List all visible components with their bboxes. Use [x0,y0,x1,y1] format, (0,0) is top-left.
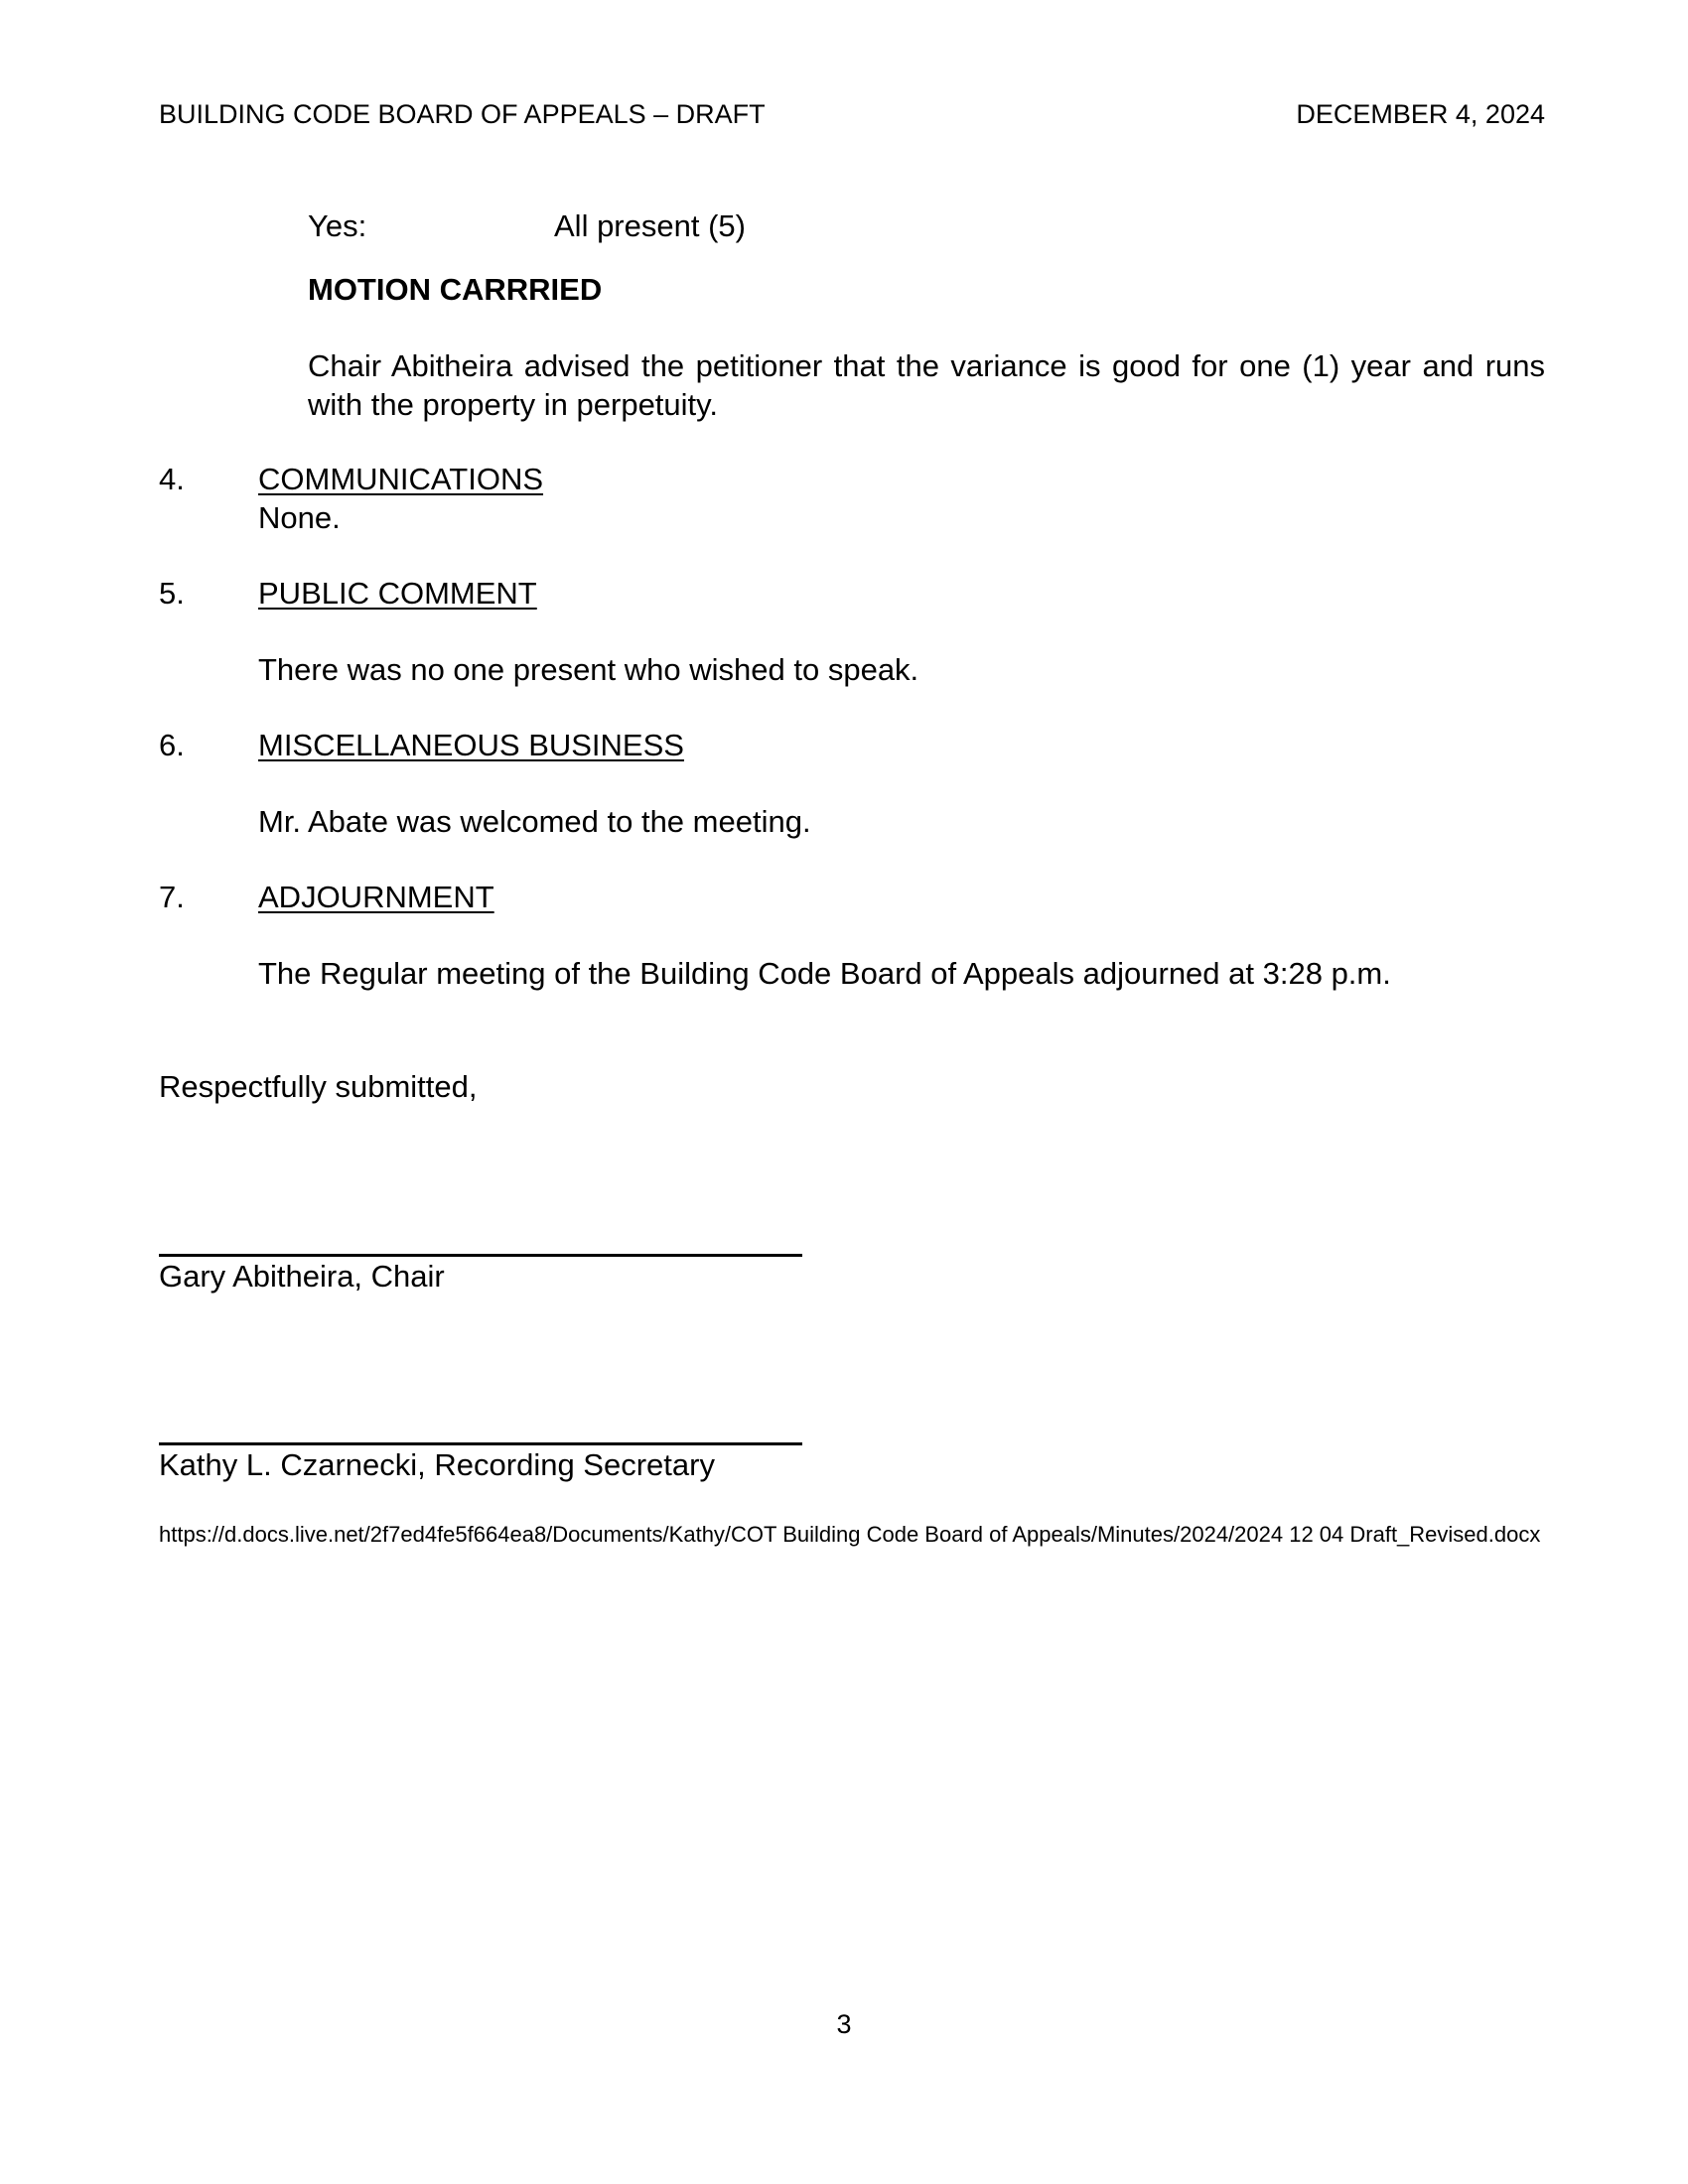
section-text: Mr. Abate was welcomed to the meeting. [258,804,811,839]
signature-name-chair: Gary Abitheira, Chair [159,1259,445,1294]
section-title-miscellaneous-business: MISCELLANEOUS BUSINESS [258,728,684,762]
signature-line [159,1254,802,1257]
section-title-public-comment: PUBLIC COMMENT [258,576,537,611]
closing-text: Respectfully submitted, [159,1069,478,1104]
signature-name-secretary: Kathy L. Czarnecki, Recording Secretary [159,1447,715,1482]
vote-label: Yes: [308,208,367,243]
section-title-communications: COMMUNICATIONS [258,462,544,496]
advice-paragraph: Chair Abitheira advised the petitioner that the variance is good for one (1) year and runs with the property in perpetuity. [308,348,1545,422]
section-number: 5. [159,576,185,611]
header-date: DECEMBER 4, 2024 [1296,99,1545,129]
file-path: https://d.docs.live.net/2f7ed4fe5f664ea8/Documents/Kathy/COT Building Code Board of Appeals/Minutes/2024/2024 12 04 Draft_Revised.docx [159,1522,1541,1547]
page-number: 3 [836,2009,852,2039]
section-number: 4. [159,462,185,496]
signature-line [159,1442,802,1445]
section-number: 7. [159,880,185,914]
section-text: There was no one present who wished to speak. [258,652,919,687]
vote-value: All present (5) [554,208,746,243]
section-title-adjournment: ADJOURNMENT [258,880,494,914]
section-text: None. [258,500,341,535]
header-title: BUILDING CODE BOARD OF APPEALS – DRAFT [159,99,766,129]
section-text: The Regular meeting of the Building Code Board of Appeals adjourned at 3:28 p.m. [258,956,1391,991]
section-number: 6. [159,728,185,762]
motion-result: MOTION CARRRIED [308,272,603,307]
